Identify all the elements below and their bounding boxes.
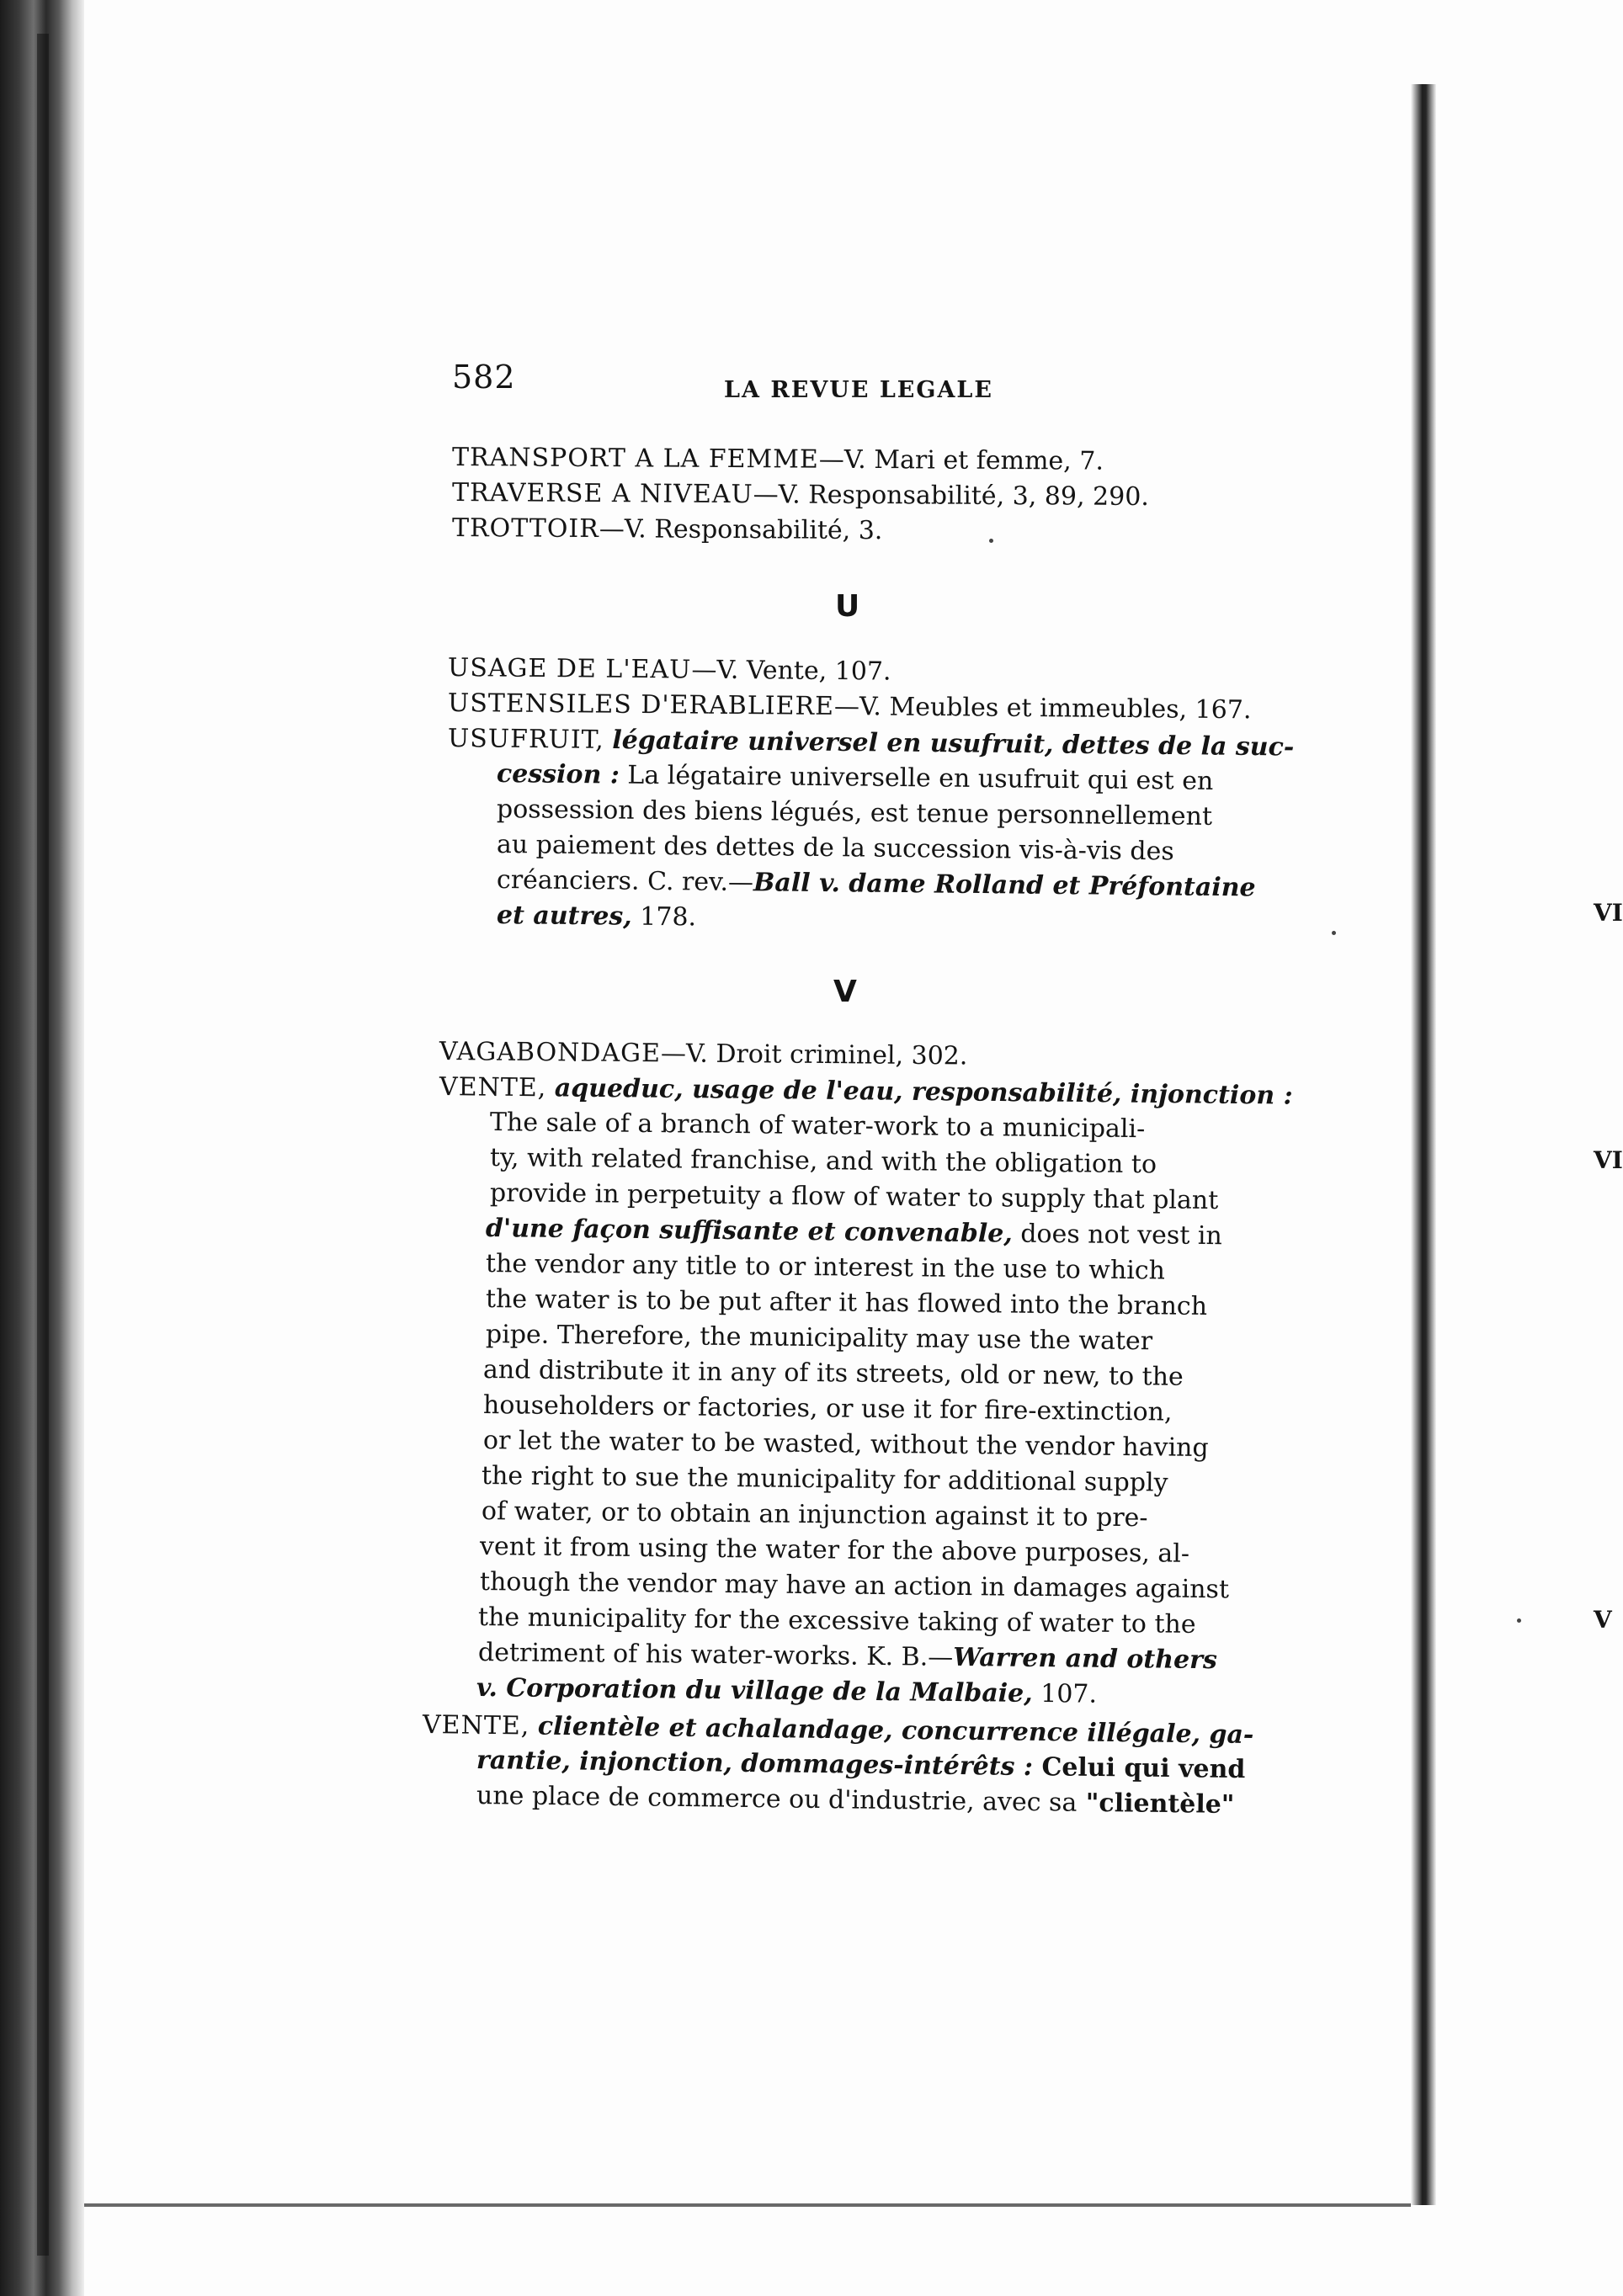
vente1-line-6: the water is to be put after it has flowed into the branch (485, 1284, 1208, 1321)
entry-subject: aqueduc, usage de l'eau, responsabilité, injonction : (554, 1073, 1293, 1111)
vente2-line-2: rantie, injonction, dommages-intérêts : Celui qui vend (476, 1746, 1246, 1785)
vente1-line-9: householders or factories, or use it for fire-extinction, (482, 1390, 1173, 1427)
vente2-line-3: une place de commerce ou d'industrie, avec sa "clientèle" (476, 1781, 1235, 1820)
entry-subject: clientèle et achalandage, concurrence illégale, ga- (537, 1711, 1254, 1751)
entry-subject: rantie, injonction, dommages-intérêts : (476, 1746, 1034, 1783)
vente1-line-4: d'une façon suffisante et convenable, does not vest in (485, 1214, 1222, 1252)
italic-phrase: d'une façon suffisante et convenable, (485, 1214, 1013, 1249)
running-head: LA REVUE LEGALE (724, 377, 993, 403)
usufruit-line-4: au paiement des dettes de la succession vis-à-vis des (496, 830, 1174, 867)
entry-subject: légataire universel en usufruit, dettes de la suc- (612, 725, 1295, 763)
usufruit-line-2: cession : La légataire universelle en usufruit qui est en (496, 759, 1214, 796)
case-name: Warren and others (953, 1642, 1218, 1676)
vente1-line-8: and distribute it in any of its streets, old or new, to the (482, 1355, 1184, 1392)
facing-page-gutter (1411, 84, 1436, 2205)
entry-traverse (452, 476, 1149, 514)
facing-page-fragment: VI (1594, 899, 1623, 927)
entry-ref: —V. Mari et femme, 7. (818, 444, 1104, 476)
vente1-line-2: ty, with related franchise, and with the obligation to (489, 1143, 1157, 1180)
vente1-line-13: vent it from using the water for the above purposes, al- (479, 1532, 1190, 1569)
entry-usage-de-l-eau (448, 651, 891, 689)
vente1-line-11: the right to sue the municipality for additional supply (481, 1461, 1168, 1498)
entry-ref: —V. Meubles et immeubles, 167. (833, 692, 1252, 725)
vente1-line-7: pipe. Therefore, the municipality may use the water (485, 1320, 1153, 1357)
entry-ref: —V. Vente, 107. (691, 655, 891, 687)
entry-head: VENTE, (439, 1072, 547, 1103)
entry-head: TROTTOIR (451, 513, 599, 545)
case-name: v. Corporation du village de la Malbaie, (476, 1673, 1033, 1709)
entry-head: TRAVERSE A NIVEAU (451, 478, 753, 510)
section-letter-v: V (833, 975, 857, 1009)
vente1-line-17: v. Corporation du village de la Malbaie, 107. (476, 1673, 1098, 1709)
entry-head: USAGE DE L'EAU (447, 653, 692, 685)
binding-edge (37, 34, 49, 2256)
vente1-line-3: provide in perpetuity a flow of water to supply that plant (489, 1178, 1219, 1216)
facing-page-fragment: VI (1594, 1146, 1623, 1174)
vente1-line-14: though the vendor may have an action in damages against (479, 1567, 1230, 1605)
entry-vagabondage (439, 1035, 968, 1073)
vente1-line-10: or let the water to be wasted, without the vendor having (482, 1426, 1209, 1464)
case-name: Ball v. dame Rolland et Préfontaine (753, 868, 1256, 903)
page-bottom-edge (84, 2203, 1411, 2207)
entry-transport (452, 441, 1104, 479)
speck (1517, 1618, 1521, 1623)
page-number: 582 (452, 359, 516, 396)
case-name: et autres, (496, 901, 632, 932)
entry-ref: —V. Responsabilité, 3. (599, 514, 883, 546)
vente1-line-12: of water, or to obtain an injunction against it to pre- (481, 1496, 1148, 1533)
usufruit-line-3: possession des biens légués, est tenue personnellement (496, 795, 1213, 832)
entry-head: VAGABONDAGE (439, 1037, 662, 1069)
facing-page-fragment: V (1594, 1606, 1612, 1634)
entry-head: USUFRUIT, (447, 724, 604, 755)
speck (1332, 931, 1336, 935)
usufruit-line-6: et autres, 178. (496, 901, 697, 933)
vente1-line-15: the municipality for the excessive taking of water to the (477, 1602, 1196, 1640)
entry-head: USTENSILES D'ERABLIERE (447, 688, 835, 722)
entry-ref: —V. Droit criminel, 302. (660, 1039, 968, 1071)
entry-ustensiles (448, 687, 1252, 727)
usufruit-line-5: créanciers. C. rev.—Ball v. dame Rolland et Préfontaine (496, 865, 1256, 903)
entry-ref: —V. Responsabilité, 3, 89, 290. (753, 480, 1150, 513)
vente1-line-1: The sale of a branch of water-work to a municipali- (489, 1108, 1146, 1145)
vente1-line-5: the vendor any title to or interest in the use to which (485, 1249, 1166, 1286)
vente1-line-16: detriment of his water-works. K. B.—Warren and others (477, 1638, 1218, 1676)
entry-subject: cession : (496, 759, 620, 790)
entry-head: VENTE, (422, 1710, 530, 1741)
entry-trottoir (452, 512, 883, 548)
speck (989, 539, 993, 543)
section-letter-u: U (835, 589, 860, 624)
entry-head: TRANSPORT A LA FEMME (451, 443, 819, 475)
